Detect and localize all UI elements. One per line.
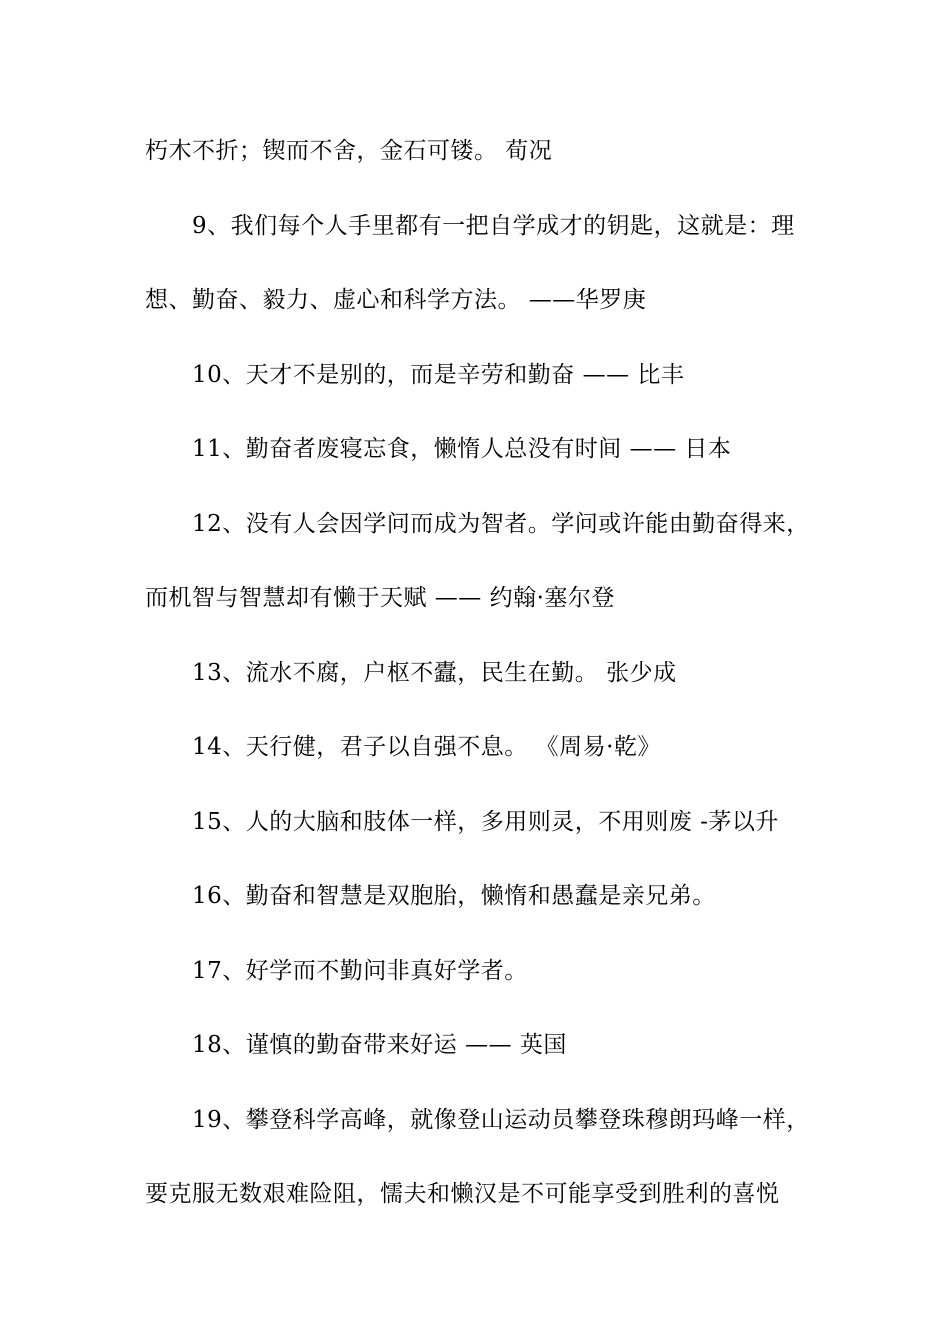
quote-10: 10、天才不是别的，而是辛劳和勤奋 —— 比丰 bbox=[192, 362, 685, 388]
text-line: 朽木不折；锲而不舍，金石可镂。 荀况 bbox=[145, 138, 553, 164]
quote-17: 17、好学而不勤问非真好学者。 bbox=[192, 958, 528, 984]
quote-16: 16、勤奋和智慧是双胞胎，懒惰和愚蠢是亲兄弟。 bbox=[192, 883, 716, 909]
quote-13: 13、流水不腐，户枢不蠹，民生在勤。 张少成 bbox=[192, 660, 677, 686]
quote-15: 15、人的大脑和肢体一样，多用则灵，不用则废 -茅以升 bbox=[192, 809, 779, 835]
quote-11: 11、勤奋者废寝忘食，懒惰人总没有时间 —— 日本 bbox=[192, 436, 732, 462]
quote-9-line-2: 想、勤奋、毅力、虚心和科学方法。 ——华罗庚 bbox=[145, 287, 647, 313]
quote-19-line-1: 19、攀登科学高峰，就像登山运动员攀登珠穆朗玛峰一样， bbox=[192, 1107, 810, 1133]
quote-18: 18、谨慎的勤奋带来好运 —— 英国 bbox=[192, 1032, 567, 1058]
quote-14: 14、天行健，君子以自强不息。 《周易·乾》 bbox=[192, 734, 661, 760]
quote-12-line-2: 而机智与智慧却有懒于天赋 —— 约翰·塞尔登 bbox=[145, 585, 615, 611]
quote-9-line-1: 9、我们每个人手里都有一把自学成才的钥匙，这就是：理 bbox=[192, 213, 795, 239]
quote-12-line-1: 12、没有人会因学问而成为智者。学问或许能由勤奋得来， bbox=[192, 511, 810, 537]
quote-19-line-2: 要克服无数艰难险阻，懦夫和懒汉是不可能享受到胜利的喜悦 bbox=[145, 1181, 780, 1207]
